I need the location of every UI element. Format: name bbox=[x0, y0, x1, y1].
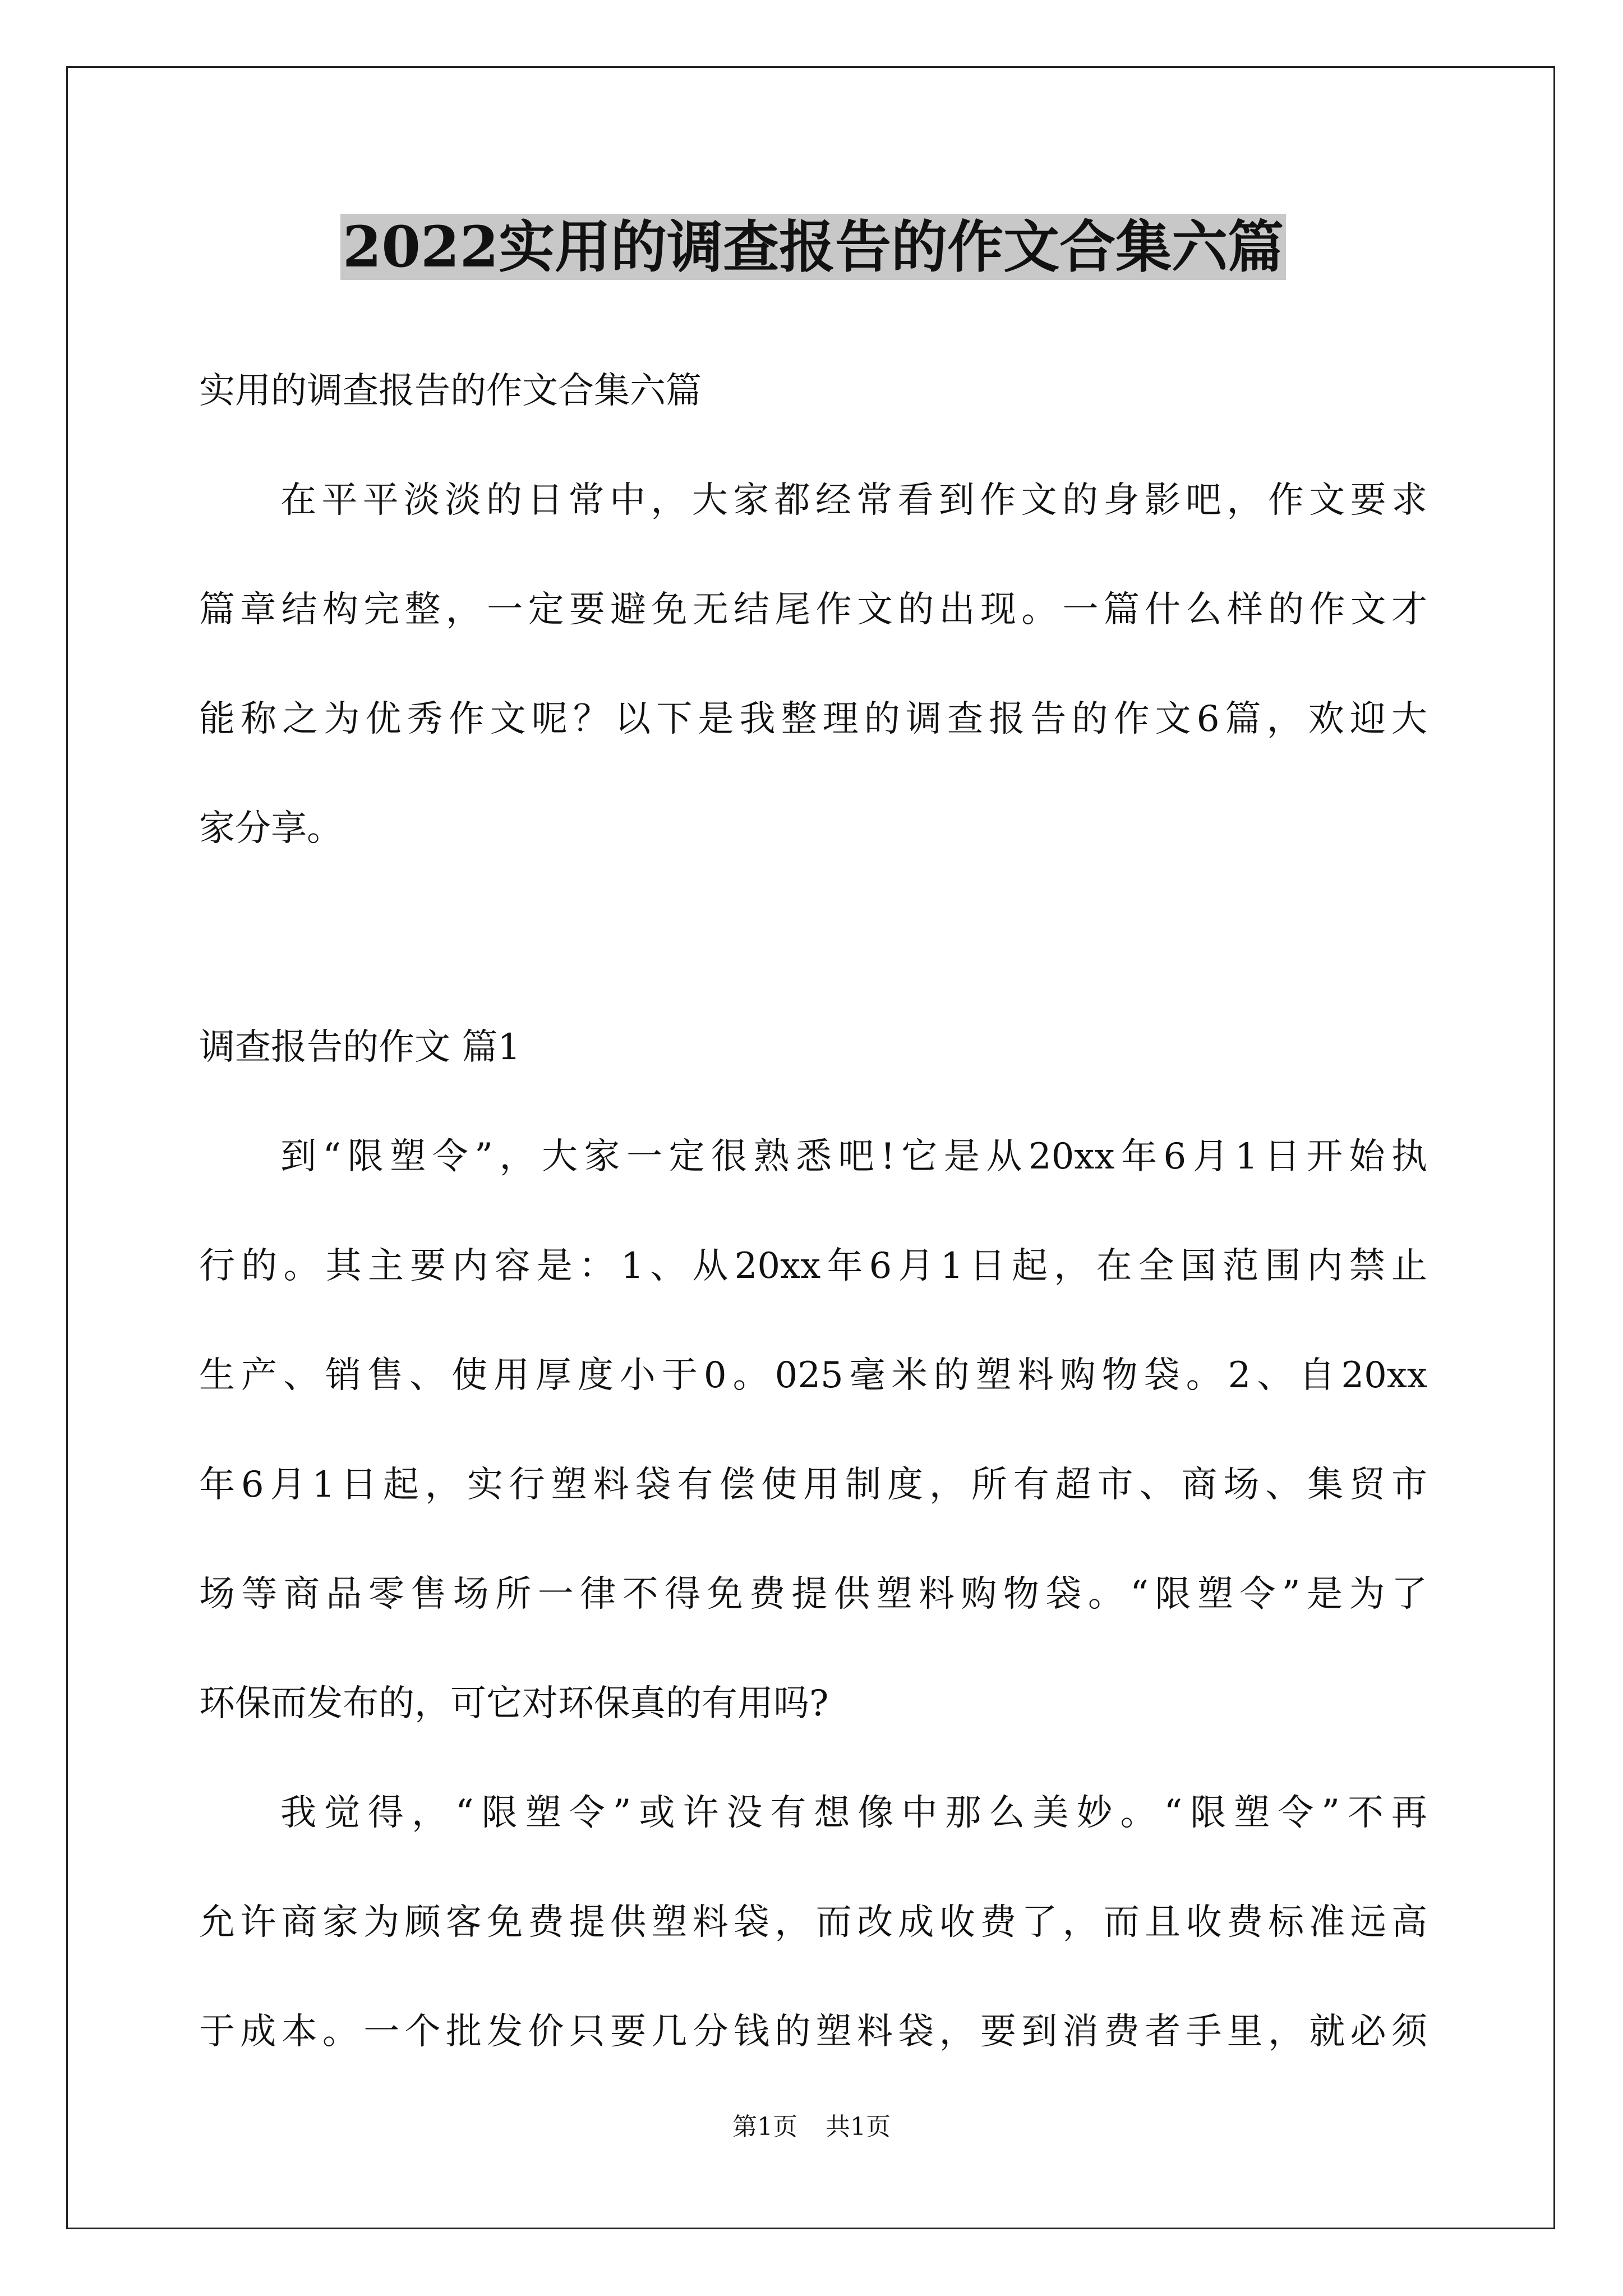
intro-line: 能称之为优秀作文呢？以下是我整理的调查报告的作文6篇，欢迎大 bbox=[199, 698, 1427, 740]
paragraph-line: 环保而发布的，可它对环保真的有用吗? bbox=[199, 1683, 829, 1724]
page-number: 第1页 bbox=[732, 2113, 797, 2141]
page-count: 共1页 bbox=[826, 2113, 891, 2141]
paragraph-line: 年6月1日起，实行塑料袋有偿使用制度，所有超市、商场、集贸市 bbox=[199, 1464, 1427, 1506]
paragraph-line: 允许商家为顾客免费提供塑料袋，而改成收费了，而且收费标准远高 bbox=[199, 1902, 1427, 1943]
paragraph-line: 我觉得，“限塑令”或许没有想像中那么美妙。“限塑令”不再 bbox=[280, 1792, 1427, 1834]
document-body bbox=[199, 185, 1427, 2087]
paragraph-spacer bbox=[199, 884, 1427, 993]
intro-line: 篇章结构完整，一定要避免无结尾作文的出现。一篇什么样的作文才 bbox=[199, 589, 1427, 631]
document-subtitle: 实用的调查报告的作文合集六篇 bbox=[199, 370, 702, 412]
intro-line: 家分享。 bbox=[199, 808, 343, 849]
paragraph-line: 到“限塑令”，大家一定很熟悉吧!它是从20xx年6月1日开始执 bbox=[280, 1136, 1427, 1177]
document-title bbox=[199, 208, 1427, 286]
section-heading: 调查报告的作文 篇1 bbox=[199, 1027, 521, 1068]
paragraph-line: 行的。其主要内容是：1、从20xx年6月1日起，在全国范围内禁止 bbox=[199, 1245, 1427, 1287]
intro-line: 在平平淡淡的日常中，大家都经常看到作文的身影吧，作文要求 bbox=[280, 480, 1427, 521]
paragraph-line: 生产、销售、使用厚度小于0。025毫米的塑料购物袋。2、自20xx bbox=[199, 1355, 1427, 1396]
paragraph-line: 场等商品零售场所一律不得免费提供塑料购物袋。“限塑令”是为了 bbox=[199, 1573, 1427, 1615]
paragraph-line: 于成本。一个批发价只要几分钱的塑料袋，要到消费者手里，就必须 bbox=[199, 2011, 1427, 2053]
document-title-text: 2022实用的调查报告的作文合集六篇 bbox=[340, 214, 1286, 280]
section1-paragraph-1 bbox=[199, 1102, 1427, 1759]
intro-paragraph bbox=[199, 446, 1427, 884]
page-footer bbox=[0, 2110, 1623, 2144]
section1-paragraph-2 bbox=[199, 1759, 1427, 2087]
